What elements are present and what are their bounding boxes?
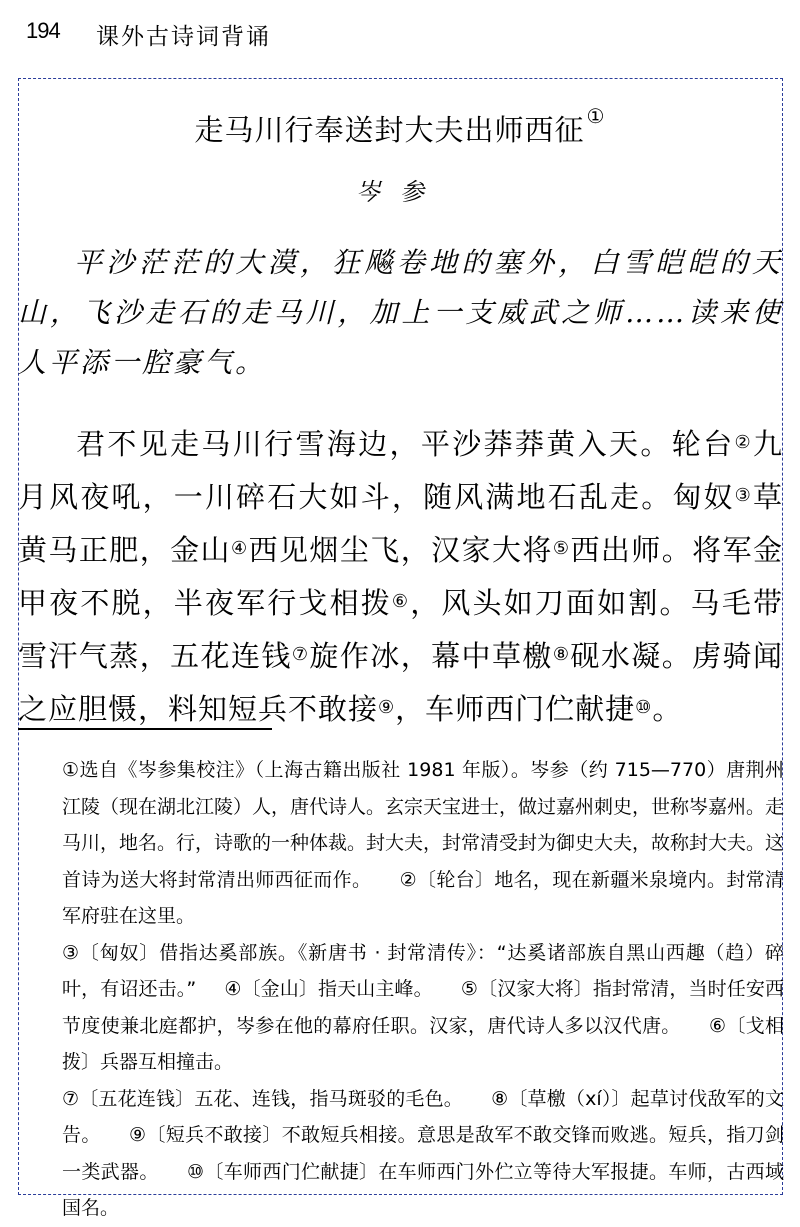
page-number: 194 xyxy=(26,18,60,43)
footnote-mark-3: ③ xyxy=(734,485,753,506)
poem-segment: 。 xyxy=(652,692,683,726)
poem-segment: 旋作冰，幕中草檄 xyxy=(309,639,553,673)
footnote-7: ⑦〔五花连钱〕五花、连钱，指马斑驳的毛色。 xyxy=(62,1087,463,1110)
poem-text xyxy=(18,418,783,736)
footnote-5: ⑤〔汉家大将〕指封常清，当时任安西节度使兼北庭都护，岑参在他的幕府任职。汉家，唐代诗人多以汉代唐。 xyxy=(62,978,784,1037)
footnote-4: ④〔金山〕指天山主峰。 xyxy=(224,978,433,1000)
footnote-3: ③〔匈奴〕借指达奚部族。《新唐书 · 封常清传》：“达奚诸部族自黑山西趣（趋）碎叶，有诏还击。” xyxy=(62,941,784,1000)
poem-segment: 砚水凝。虏骑闻之应胆慑，料知短兵不敢接 xyxy=(18,639,783,726)
poem-segment: 草黄马正肥，金山 xyxy=(18,480,783,567)
footnote-10: ⑩〔车师西门伫献捷〕在车师西门外伫立等待大军报捷。车师，古西域国名。 xyxy=(62,1160,784,1219)
intro-paragraph xyxy=(18,238,783,388)
footnote-mark-5: ⑤ xyxy=(552,538,571,559)
footnote-1: ①选自《岑参集校注》（上海古籍出版社 1981 年版）。岑参（约 715—770）唐荆州江陵（现在湖北江陵）人，唐代诗人。玄宗天宝进士，做过嘉州刺史，世称岑嘉州。走马川，地名。行，诗歌的一种体裁。封大夫，封常清受封为御史大夫，故称封大夫。这首诗为送大将封常清出师西征而作。 xyxy=(62,759,785,891)
poem-body xyxy=(18,418,783,736)
poem-author: 岑参 xyxy=(356,178,444,206)
footnote-mark-8: ⑧ xyxy=(552,644,571,665)
poem-title xyxy=(0,104,800,149)
footnote-9: ⑨〔短兵不敢接〕不敢短兵相接。意思是敌军不敢交锋而败逃。短兵，指刀剑一类武器。 xyxy=(62,1124,784,1183)
poem-segment: ，车师西门伫献捷 xyxy=(395,692,636,726)
footnote-mark-2: ② xyxy=(734,432,753,453)
poem-title-text: 走马川行奉送封大夫出师西征 xyxy=(194,113,585,147)
poem-segment: 九月风夜吼，一川碎石大如斗，随风满地石乱走。匈奴 xyxy=(18,427,783,514)
footnote-mark-4: ④ xyxy=(231,538,249,559)
poem-segment: ，风头如刀面如割。马毛带雪汗气蒸，五花连钱 xyxy=(18,586,783,673)
poem-segment: 君不见走马川行雪海边，平沙莽莽黄入天。轮台 xyxy=(76,427,735,461)
footnote-mark-7: ⑦ xyxy=(291,644,310,665)
poem-segment: 西出师。将军金甲夜不脱，半夜军行戈相拨 xyxy=(18,533,783,620)
poem-segment: 西见烟尘飞，汉家大将 xyxy=(248,533,553,567)
footnote-divider xyxy=(18,728,272,730)
footnote-6: ⑥〔戈相拨〕兵器互相撞击。 xyxy=(62,1014,784,1073)
footnote-paragraph xyxy=(62,752,784,935)
book-title: 课外古诗词背诵 xyxy=(96,24,271,50)
footnote-mark-6: ⑥ xyxy=(391,591,411,612)
footnote-paragraph xyxy=(62,935,784,1081)
footnote-2: ②〔轮台〕地名，现在新疆米泉境内。封常清军府驻在这里。 xyxy=(62,868,784,927)
intro-text: 平沙茫茫的大漠，狂飚卷地的塞外，白雪皑皑的天山，飞沙走石的走马川，加上一支威武之师……读来使人平添一腔豪气。 xyxy=(18,246,783,379)
footnote-8: ⑧〔草檄（xí）〕起草讨伐敌军的文告。 xyxy=(62,1087,784,1146)
footnote-mark-10: ⑩ xyxy=(635,697,653,718)
footnote-mark-9: ⑨ xyxy=(378,697,396,718)
page-header xyxy=(0,0,800,68)
footnote-paragraph xyxy=(62,1081,784,1227)
footnotes xyxy=(62,752,784,1227)
footnote-mark-1: ① xyxy=(586,104,606,128)
